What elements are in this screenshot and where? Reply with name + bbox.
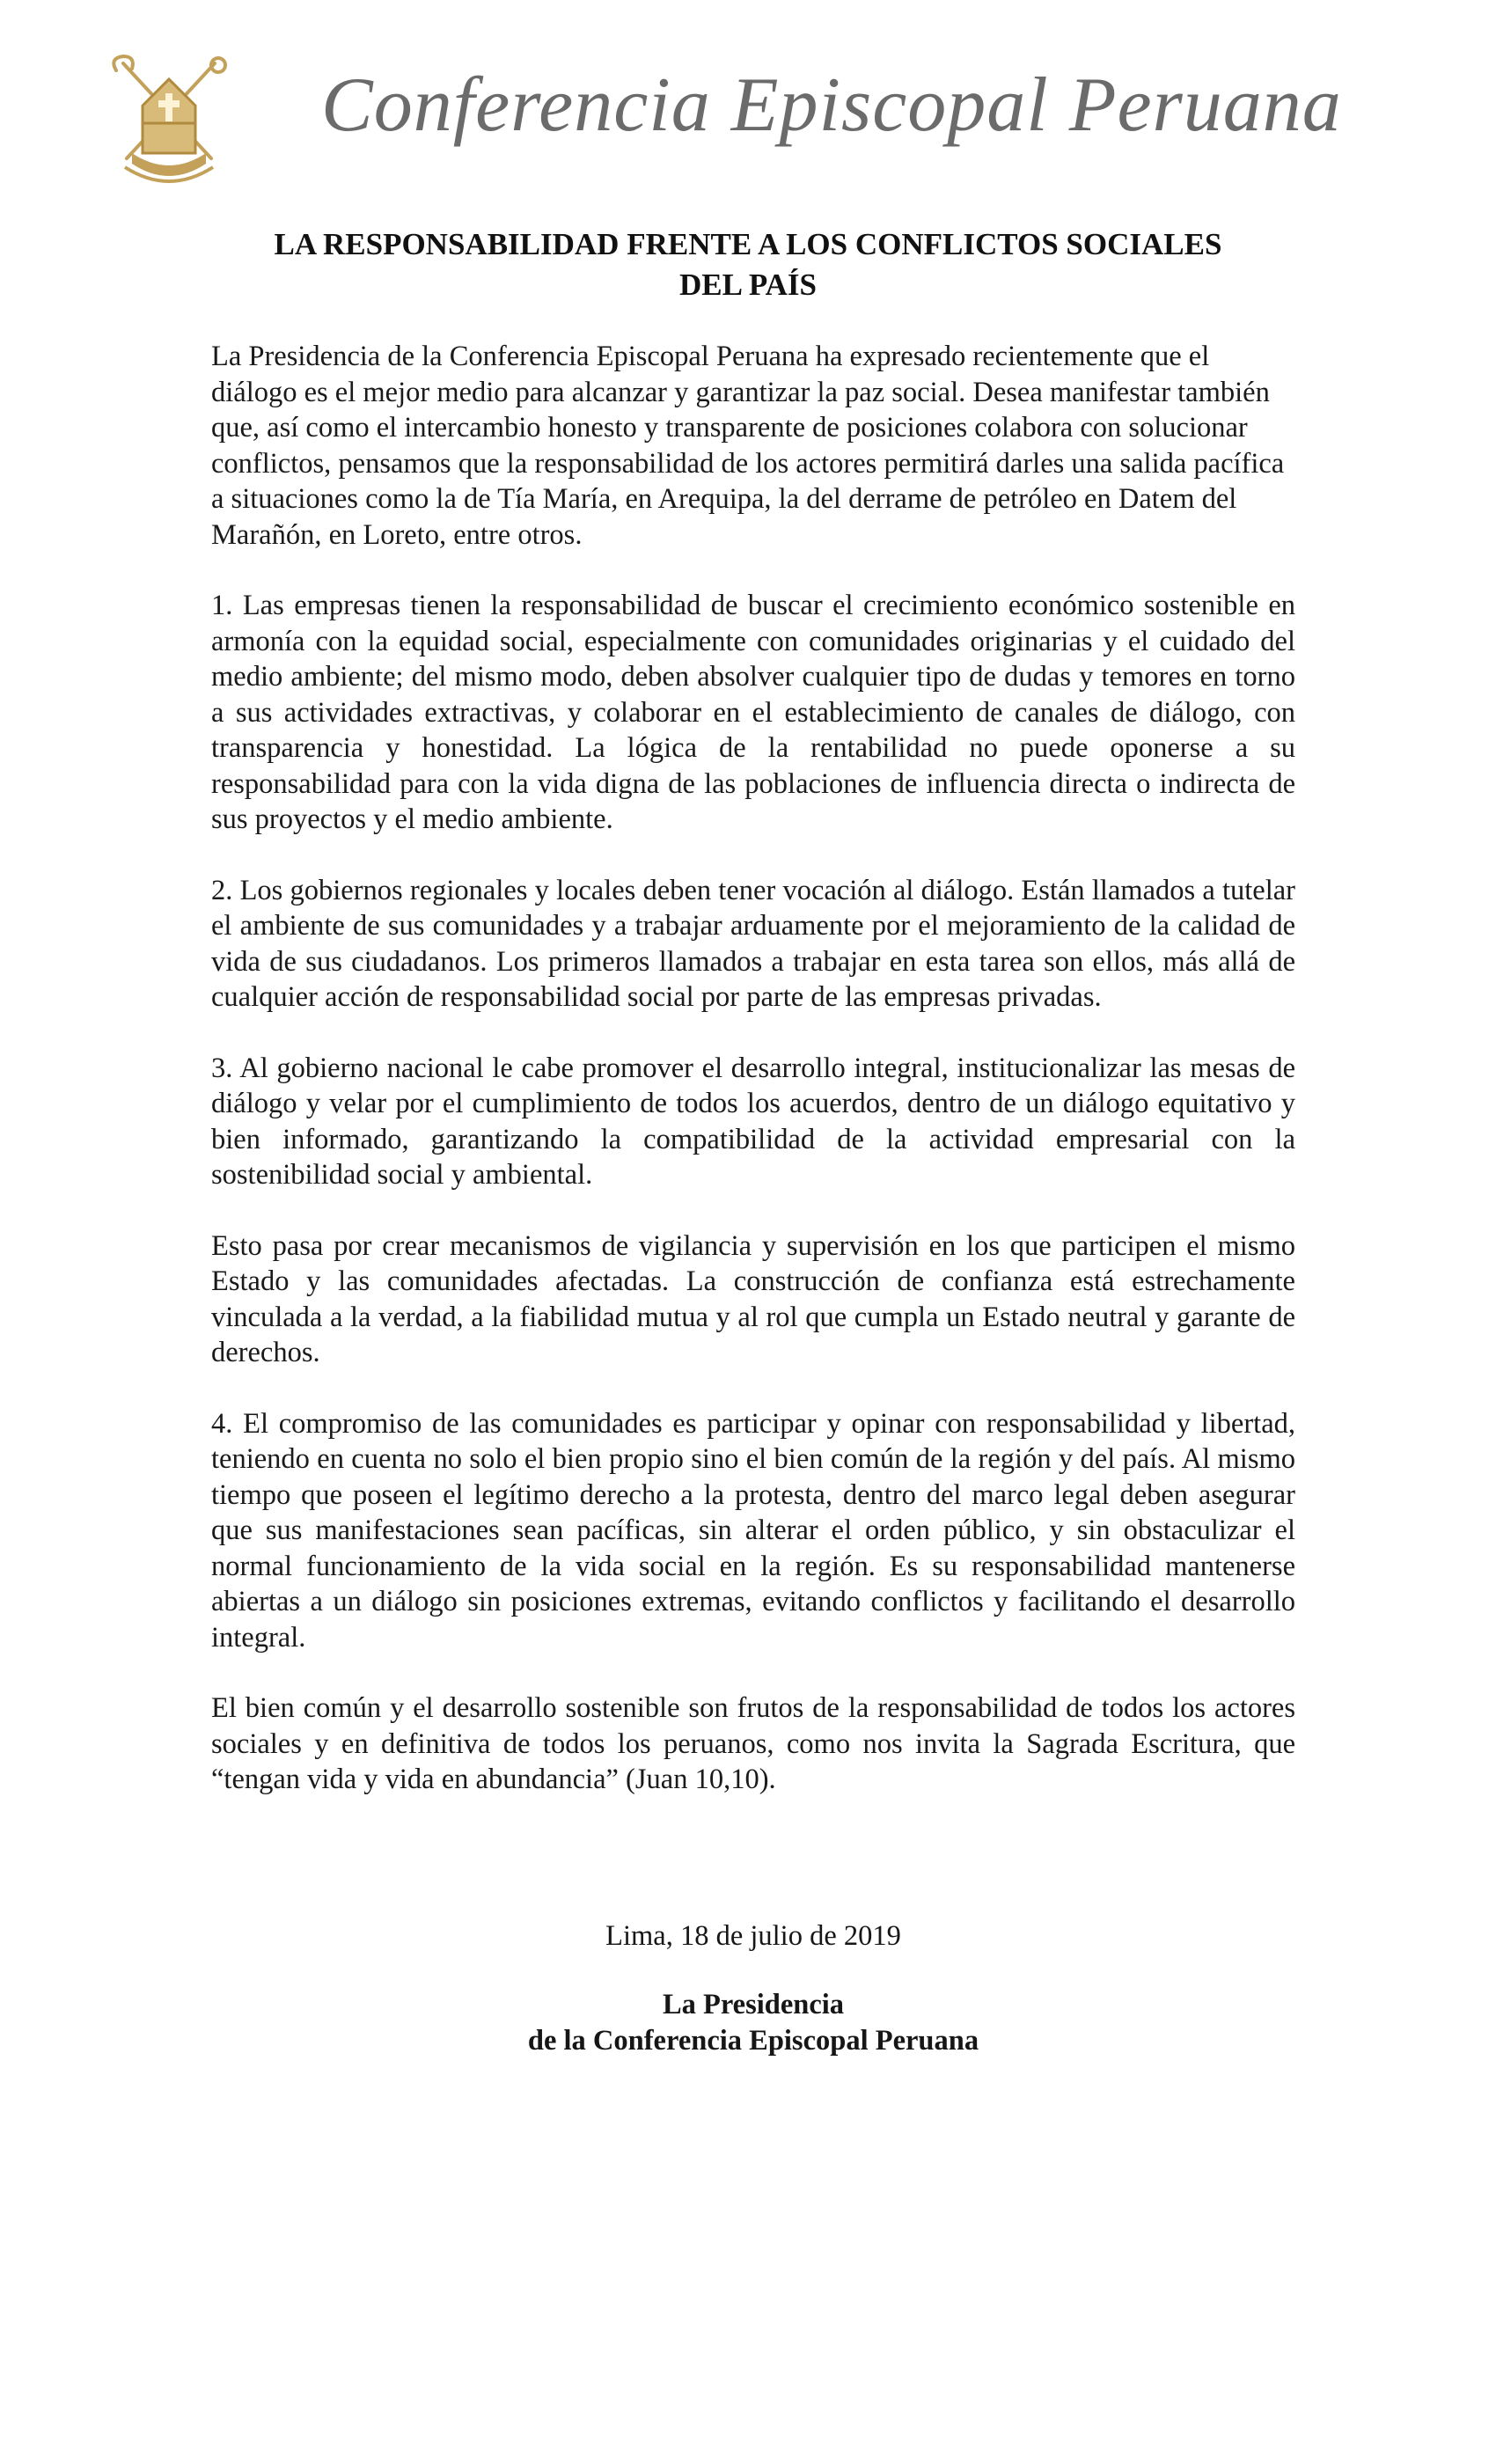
signature-line-2: de la Conferencia Episcopal Peruana (527, 2024, 979, 2057)
paragraph-point-2: 2. Los gobiernos regionales y locales deben tener vocación al diálogo. Están llamados a tutelar el ambiente de sus comunidades y a trabajar arduamente por el mejoramiento de la calidad de vida de sus ciudadanos. Los primeros llamados a trabajar en esta tarea son ellos, más allá de cualquier acción de responsabilidad social por parte de las empresas privadas. (211, 874, 1295, 1013)
document-title-line-2: DEL PAÍS (679, 268, 817, 302)
paragraph-point-3: 3. Al gobierno nacional le cabe promover el desarrollo integral, institucionalizar las mesas de diálogo y velar por el cumplimiento de todos los acuerdos, dentro de un diálogo equitativo y bien informado, garantizando la compatibilidad de la actividad empresarial con la sostenibilidad social y ambiental. (211, 1052, 1295, 1191)
signature-line-1: La Presidencia (662, 1989, 845, 2020)
episcopal-mitre-crozier-logo-icon (107, 55, 231, 194)
document-date: Lima, 18 de julio de 2019 (605, 1920, 901, 1952)
paragraph-point-3-continued: Esto pasa por crear mecanismos de vigilancia y supervisión en los que participen el mismo Estado y las comunidades afectadas. La construcción de confianza está estrechamente vinculada a la verdad, a la fiabilidad mutua y al rol que cumpla un Estado neutral y garante de derechos. (211, 1229, 1295, 1368)
document-title-line-1: LA RESPONSABILIDAD FRENTE A LOS CONFLICTOS SOCIALES (274, 227, 1222, 261)
signature-block (211, 1987, 1295, 2058)
paragraph-conclusion: El bien común y el desarrollo sostenible son frutos de la responsabilidad de todos los actores sociales y en definitiva de todos los peruanos, como nos invita la Sagrada Escritura, que “tengan vida y vida en abundancia” (Juan 10,10). (211, 1692, 1295, 1795)
document-title (211, 224, 1285, 305)
letterhead (0, 0, 1496, 202)
paragraph-intro: La Presidencia de la Conferencia Episcopal Peruana ha expresado recientemente que el diálogo es el mejor medio para alcanzar y garantizar la paz social. Desea manifestar también que, así como el intercambio honesto y transparente de posiciones colabora con solucionar conflictos, pensamos que la responsabilidad de los actores permitirá darles una salida pacífica a situaciones como la de Tía María, en Arequipa, la del derrame de petróleo en Datem del Marañón, en Loreto, entre otros. (211, 341, 1285, 551)
document-body (211, 339, 1295, 1833)
paragraph-point-1: 1. Las empresas tienen la responsabilidad de buscar el crecimiento económico sostenible en armonía con la equidad social, especialmente con comunidades originarias y el cuidado del medio ambiente; del mismo modo, deben absolver cualquier tipo de dudas y temores en torno a sus actividades extractivas, y colaborar en el establecimiento de canales de diálogo, con transparencia y honestidad. La lógica de la rentabilidad no puede oponerse a su responsabilidad para con la vida digna de las poblaciones de influencia directa o indirecta de sus proyectos y el medio ambiente. (211, 590, 1295, 835)
paragraph-point-4: 4. El compromiso de las comunidades es participar y opinar con responsabilidad y libertad, teniendo en cuenta no solo el bien propio sino el bien común de la región y del país. Al mismo tiempo que poseen el legítimo derecho a la protesta, dentro del marco legal deben asegurar que sus manifestaciones sean pacíficas, sin alterar el orden público, y sin obstaculizar el normal funcionamiento de la vida social en la región. Es su responsabilidad mantenerse abiertas a un diálogo sin posiciones extremas, evitando conflictos y facilitando el desarrollo integral. (211, 1407, 1295, 1654)
organization-name: Conferencia Episcopal Peruana (321, 62, 1342, 148)
